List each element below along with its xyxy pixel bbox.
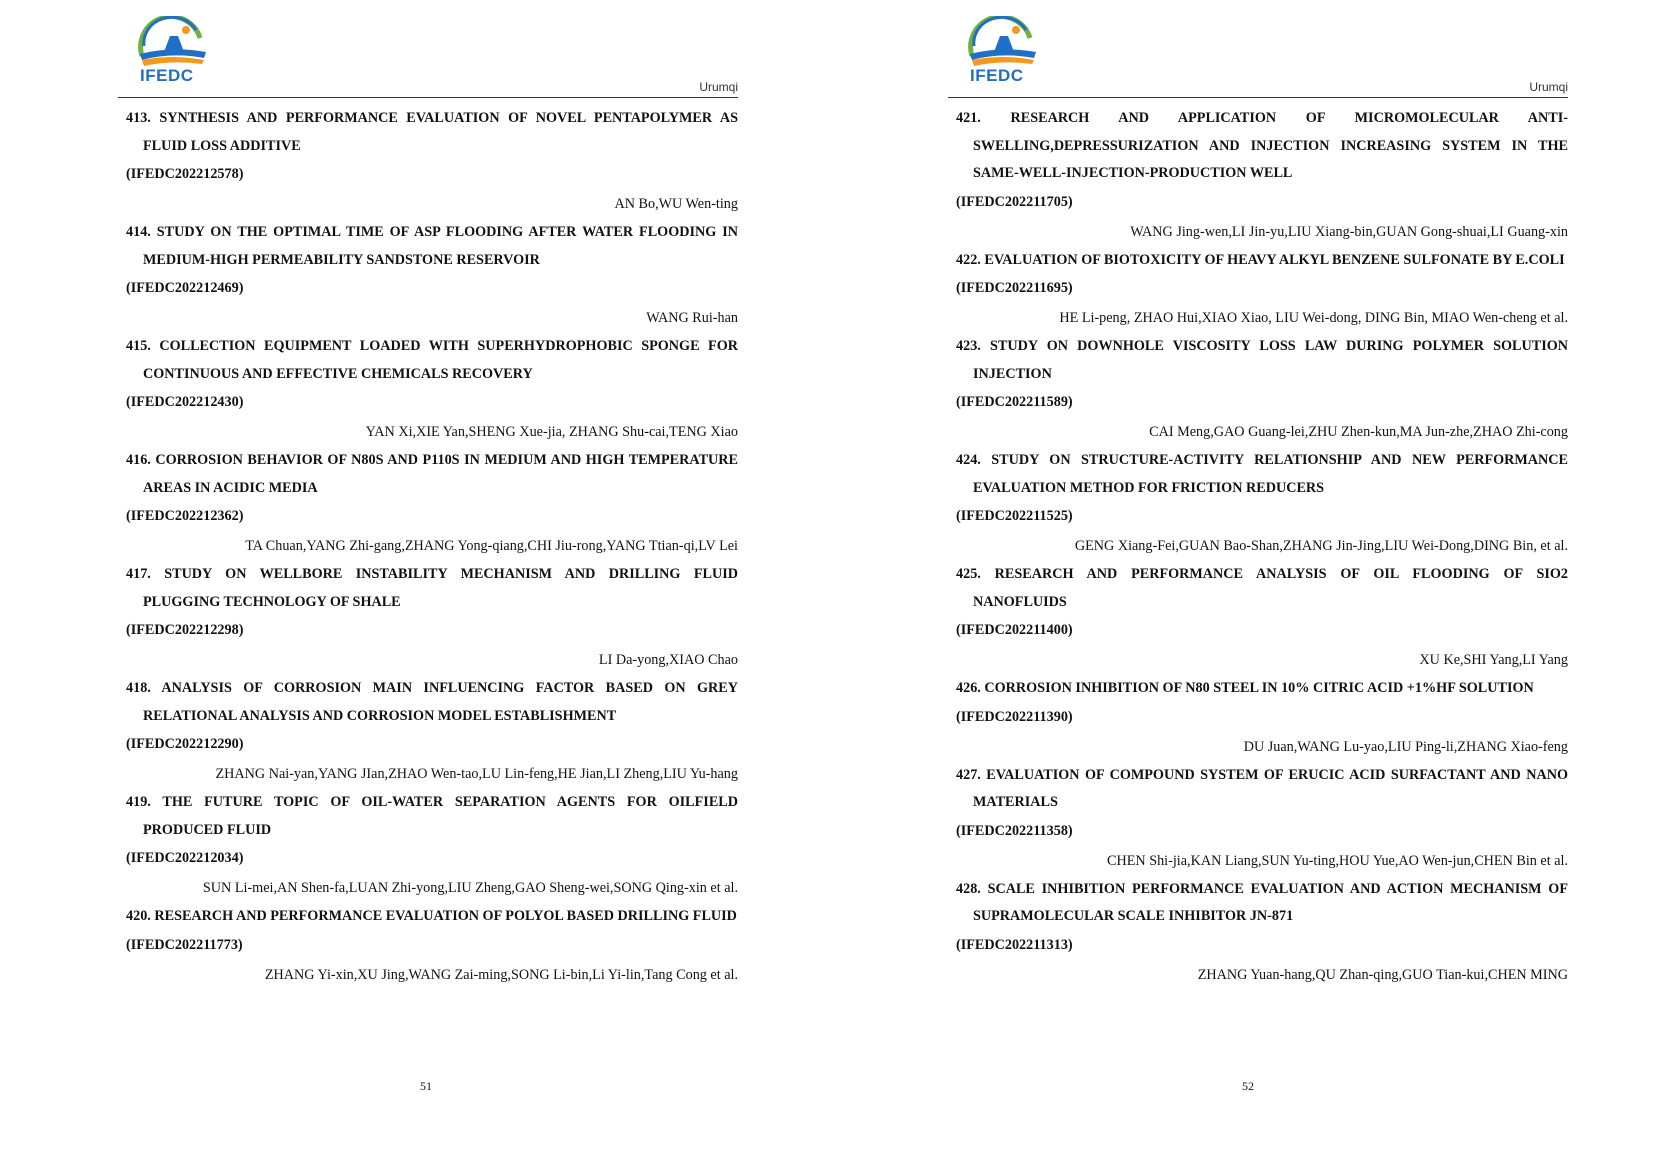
paper-title: 417. STUDY ON WELLBORE INSTABILITY MECHANISM AND DRILLING FLUID PLUGGING TECHNOLOGY OF SHALE — [126, 566, 738, 610]
header-city: Urumqi — [699, 80, 738, 94]
paper-code: (IFEDC202211695) — [956, 280, 1073, 296]
paper-entry — [956, 876, 1568, 990]
header-rule — [948, 97, 1568, 98]
paper-entry — [126, 105, 738, 219]
logo-emblem-icon — [964, 16, 1040, 68]
ifedc-logo — [964, 16, 1040, 88]
paper-title: 418. ANALYSIS OF CORROSION MAIN INFLUENCING FACTOR BASED ON GREY RELATIONAL ANALYSIS AND CORROSION MODEL ESTABLISHMENT — [126, 680, 738, 724]
logo-emblem-icon — [134, 16, 210, 68]
paper-authors: CHEN Shi-jia,KAN Liang,SUN Yu-ting,HOU Yue,AO Wen-jun,CHEN Bin et al. — [1107, 852, 1568, 869]
paper-title: 424. STUDY ON STRUCTURE-ACTIVITY RELATIONSHIP AND NEW PERFORMANCE EVALUATION METHOD FOR FRICTION REDUCERS — [956, 452, 1568, 496]
paper-title: 414. STUDY ON THE OPTIMAL TIME OF ASP FLOODING AFTER WATER FLOODING IN MEDIUM-HIGH PERMEABILITY SANDSTONE RESERVOIR — [126, 224, 738, 268]
paper-authors: XU Ke,SHI Yang,LI Yang — [1419, 652, 1568, 668]
paper-code: (IFEDC202212298) — [126, 622, 244, 638]
paper-code: (IFEDC202211773) — [126, 936, 243, 953]
left-page — [118, 0, 738, 1169]
paper-entry — [126, 903, 738, 990]
paper-list — [126, 105, 738, 990]
paper-code: (IFEDC202211705) — [956, 193, 1073, 210]
paper-title: 415. COLLECTION EQUIPMENT LOADED WITH SUPERHYDROPHOBIC SPONGE FOR CONTINUOUS AND EFFECTIVE CHEMICALS RECOVERY — [126, 338, 738, 382]
logo-text: IFEDC — [970, 66, 1024, 85]
paper-code: (IFEDC202211589) — [956, 394, 1073, 410]
paper-authors: YAN Xi,XIE Yan,SHENG Xue-jia, ZHANG Shu-cai,TENG Xiao — [365, 424, 738, 440]
paper-code: (IFEDC202212034) — [126, 850, 244, 866]
paper-authors: HE Li-peng, ZHAO Hui,XIAO Xiao, LIU Wei-dong, DING Bin, MIAO Wen-cheng et al. — [1059, 310, 1568, 326]
page-number: 51 — [420, 1079, 432, 1093]
paper-code: (IFEDC202212578) — [126, 166, 244, 182]
page-number: 52 — [1242, 1079, 1254, 1093]
paper-authors: ZHANG Yuan-hang,QU Zhan-qing,GUO Tian-kui,CHEN MING — [1197, 966, 1568, 983]
paper-authors: ZHANG Yi-xin,XU Jing,WANG Zai-ming,SONG Li-bin,Li Yi-lin,Tang Cong et al. — [264, 966, 738, 983]
header-rule — [118, 97, 738, 98]
paper-entry — [956, 447, 1568, 561]
paper-code: (IFEDC202211358) — [956, 822, 1073, 839]
paper-authors: ZHANG Nai-yan,YANG JIan,ZHAO Wen-tao,LU Lin-feng,HE Jian,LI Zheng,LIU Yu-hang — [215, 766, 738, 782]
paper-entry — [126, 561, 738, 675]
paper-title: 422. EVALUATION OF BIOTOXICITY OF HEAVY ALKYL BENZENE SULFONATE BY E.COLI — [956, 251, 1565, 268]
paper-entry — [126, 447, 738, 561]
paper-entry — [956, 561, 1568, 675]
paper-title: 419. THE FUTURE TOPIC OF OIL-WATER SEPARATION AGENTS FOR OILFIELD PRODUCED FLUID — [126, 794, 738, 838]
paper-authors: WANG Jing-wen,LI Jin-yu,LIU Xiang-bin,GUAN Gong-shuai,LI Guang-xin — [1130, 223, 1568, 240]
paper-title: 426. CORROSION INHIBITION OF N80 STEEL IN 10% CITRIC ACID +1%HF SOLUTION — [956, 680, 1534, 696]
paper-title: 416. CORROSION BEHAVIOR OF N80S AND P110S IN MEDIUM AND HIGH TEMPERATURE AREAS IN ACIDIC MEDIA — [126, 452, 738, 496]
paper-title: 423. STUDY ON DOWNHOLE VISCOSITY LOSS LAW DURING POLYMER SOLUTION INJECTION — [956, 338, 1568, 382]
paper-authors: AN Bo,WU Wen-ting — [614, 196, 738, 212]
paper-code: (IFEDC202211390) — [956, 708, 1073, 725]
ifedc-logo — [134, 16, 210, 88]
paper-code: (IFEDC202212469) — [126, 280, 244, 296]
paper-authors: LI Da-yong,XIAO Chao — [598, 652, 738, 668]
paper-code: (IFEDC202212362) — [126, 508, 244, 524]
paper-entry — [126, 675, 738, 789]
logo-text: IFEDC — [140, 66, 194, 85]
paper-list — [956, 105, 1568, 990]
paper-entry — [956, 105, 1568, 247]
paper-entry — [956, 333, 1568, 447]
header-city: Urumqi — [1529, 80, 1568, 94]
paper-code: (IFEDC202211525) — [956, 508, 1073, 524]
paper-title: 427. EVALUATION OF COMPOUND SYSTEM OF ERUCIC ACID SURFACTANT AND NANO MATERIALS — [956, 766, 1568, 810]
paper-title: 420. RESEARCH AND PERFORMANCE EVALUATION OF POLYOL BASED DRILLING FLUID — [126, 908, 737, 924]
paper-title: 425. RESEARCH AND PERFORMANCE ANALYSIS OF OIL FLOODING OF SIO2 NANOFLUIDS — [956, 566, 1568, 610]
paper-code: (IFEDC202211313) — [956, 936, 1073, 953]
paper-entry — [956, 762, 1568, 876]
paper-entry — [126, 219, 738, 333]
paper-entry — [956, 247, 1568, 334]
paper-entry — [126, 789, 738, 903]
paper-authors: WANG Rui-han — [646, 310, 738, 326]
paper-authors: TA Chuan,YANG Zhi-gang,ZHANG Yong-qiang,CHI Jiu-rong,YANG Ttian-qi,LV Lei — [245, 538, 738, 554]
paper-authors: GENG Xiang-Fei,GUAN Bao-Shan,ZHANG Jin-Jing,LIU Wei-Dong,DING Bin, et al. — [1074, 538, 1568, 554]
paper-entry — [956, 675, 1568, 762]
paper-title: 428. SCALE INHIBITION PERFORMANCE EVALUATION AND ACTION MECHANISM OF SUPRAMOLECULAR SCALE INHIBITOR JN-871 — [956, 880, 1568, 924]
paper-title: 413. SYNTHESIS AND PERFORMANCE EVALUATION OF NOVEL PENTAPOLYMER AS FLUID LOSS ADDITIVE — [126, 110, 738, 154]
paper-entry — [126, 333, 738, 447]
paper-code: (IFEDC202212290) — [126, 736, 244, 752]
paper-authors: DU Juan,WANG Lu-yao,LIU Ping-li,ZHANG Xiao-feng — [1243, 738, 1568, 755]
paper-code: (IFEDC202211400) — [956, 622, 1073, 638]
paper-title: 421. RESEARCH AND APPLICATION OF MICROMOLECULAR ANTI-SWELLING,DEPRESSURIZATION AND INJECTION INCREASING SYSTEM IN THE SAME-WELL-INJECTION-PRODUCTION WELL — [956, 110, 1568, 181]
paper-authors: SUN Li-mei,AN Shen-fa,LUAN Zhi-yong,LIU Zheng,GAO Sheng-wei,SONG Qing-xin et al. — [202, 880, 738, 896]
paper-authors: CAI Meng,GAO Guang-lei,ZHU Zhen-kun,MA Jun-zhe,ZHAO Zhi-cong — [1149, 424, 1568, 440]
right-page — [948, 0, 1568, 1169]
paper-code: (IFEDC202212430) — [126, 394, 244, 410]
